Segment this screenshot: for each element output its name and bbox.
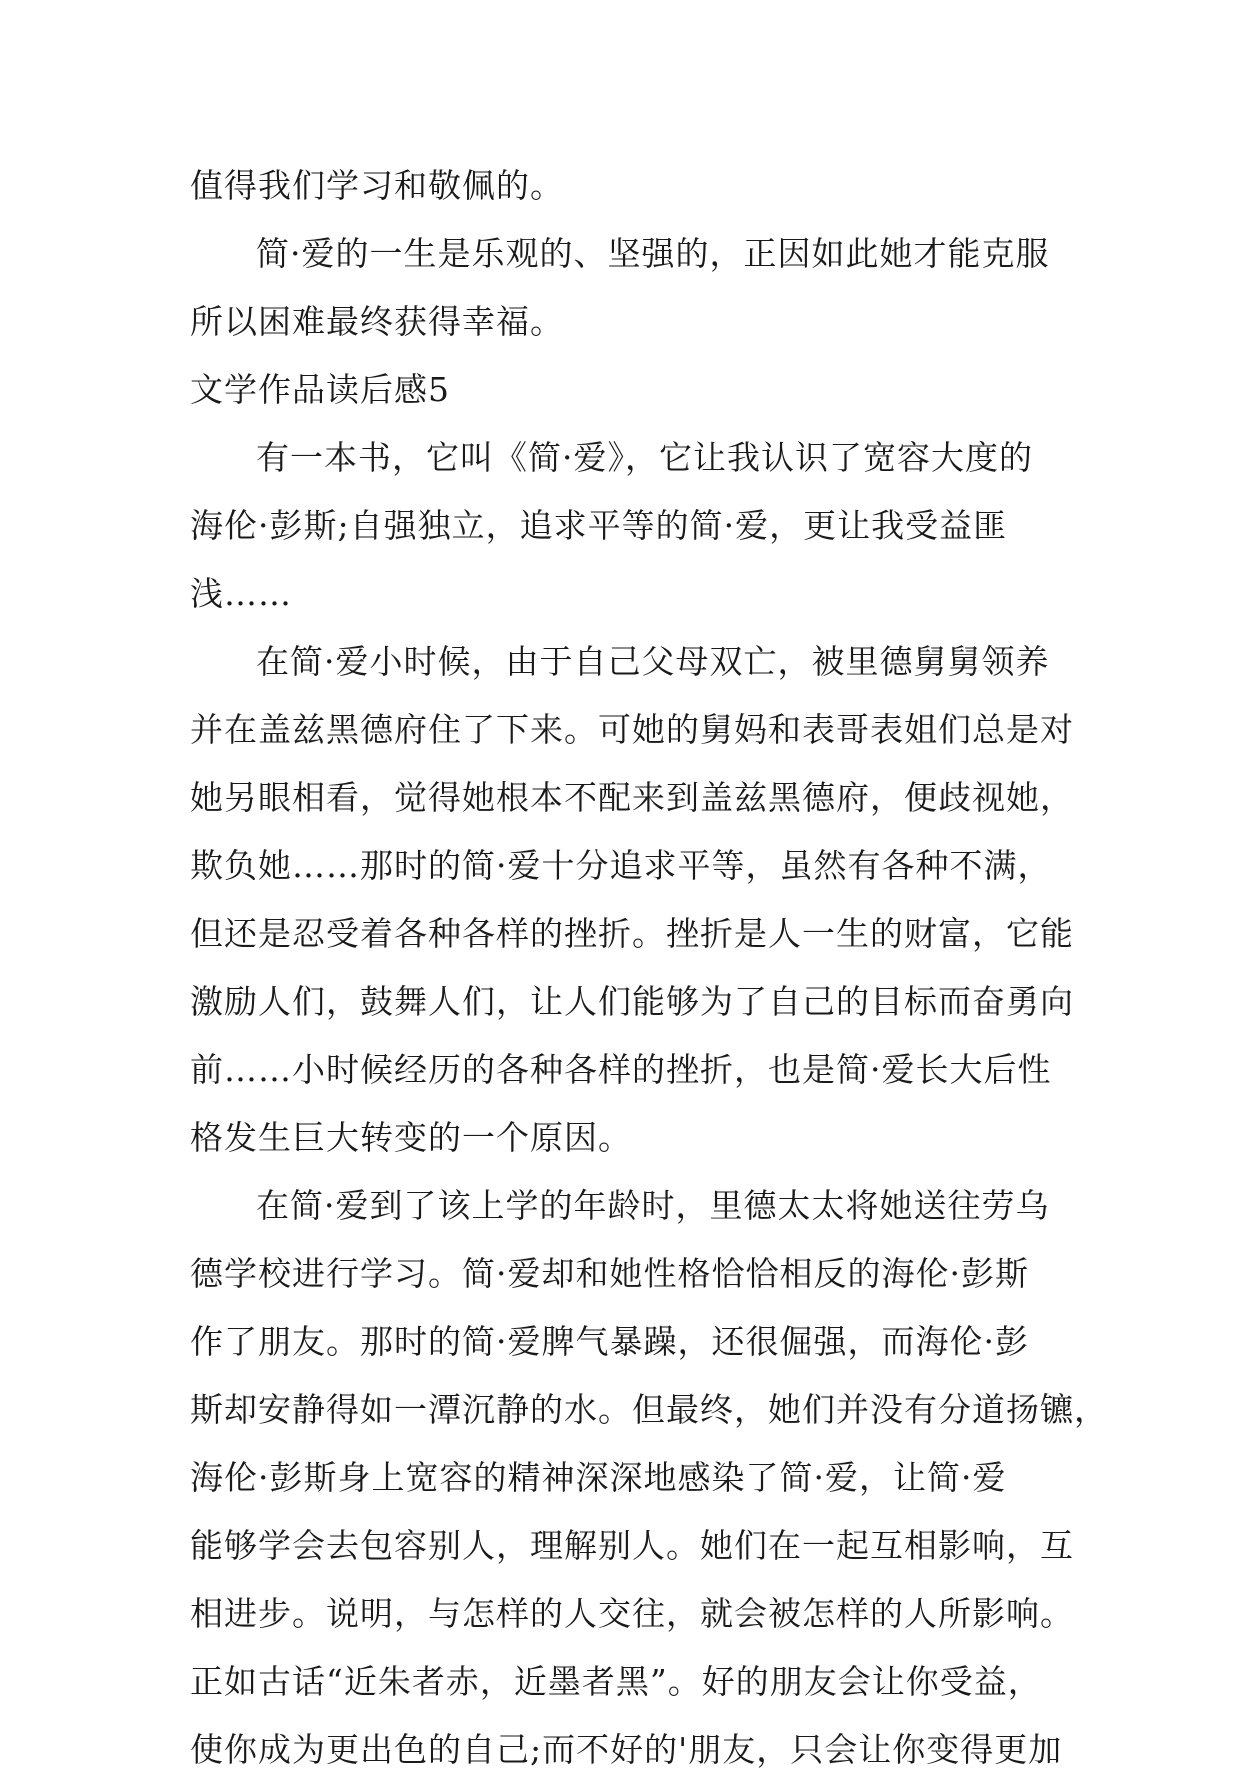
text-line: 并在盖兹黑德府住了下来。可她的舅妈和表哥表姐们总是对 [190,710,1074,749]
text-line: 所以困难最终获得幸福。 [190,302,564,341]
section-heading: 文学作品读后感5 [190,370,450,409]
text-line: 正如古话“近朱者赤，近墨者黑”。好的朋友会让你受益， [190,1662,1042,1701]
paragraph-start-line: 简·爱的一生是乐观的、坚强的，正因如此她才能克服 [256,234,1050,273]
paragraph-start-line: 在简·爱到了该上学的年龄时，里德太太将她送往劳乌 [256,1186,1050,1225]
paragraph-start-line: 有一本书，它叫《简·爱》，它让我认识了宽容大度的 [256,438,1033,477]
text-line: 值得我们学习和敬佩的。 [190,166,564,205]
paragraph-start-line: 在简·爱小时候，由于自己父母双亡，被里德舅舅领养 [256,642,1050,681]
text-line: 浅…… [190,574,292,613]
text-line: 作了朋友。那时的简·爱脾气暴躁，还很倔强，而海伦·彭 [190,1322,1029,1361]
text-line: 欺负她……那时的简·爱十分追求平等，虽然有各种不满， [190,846,1052,885]
document-page [190,152,1108,1784]
text-line: 德学校进行学习。简·爱却和她性格恰恰相反的海伦·彭斯 [190,1254,1029,1293]
text-line: 使你成为更出色的自己;而不好的'朋友，只会让你变得更加 [190,1730,1063,1769]
text-line: 激励人们，鼓舞人们，让人们能够为了自己的目标而奋勇向 [190,982,1074,1021]
text-line: 相进步。说明，与怎样的人交往，就会被怎样的人所影响。 [190,1594,1074,1633]
text-line: 海伦·彭斯身上宽容的精神深深地感染了简·爱，让简·爱 [190,1458,1007,1497]
text-line: 能够学会去包容别人，理解别人。她们在一起互相影响，互 [190,1526,1074,1565]
text-line: 前……小时候经历的各种各样的挫折，也是简·爱长大后性 [190,1050,1052,1089]
text-line: 海伦·彭斯;自强独立，追求平等的简·爱，更让我受益匪 [190,506,1008,545]
text-line: 她另眼相看，觉得她根本不配来到盖兹黑德府，便歧视她， [190,778,1074,817]
text-line: 格发生巨大转变的一个原因。 [190,1118,632,1157]
text-line: 但还是忍受着各种各样的挫折。挫折是人一生的财富，它能 [190,914,1074,953]
text-line: 斯却安静得如一潭沉静的水。但最终，她们并没有分道扬镳， [190,1390,1108,1429]
